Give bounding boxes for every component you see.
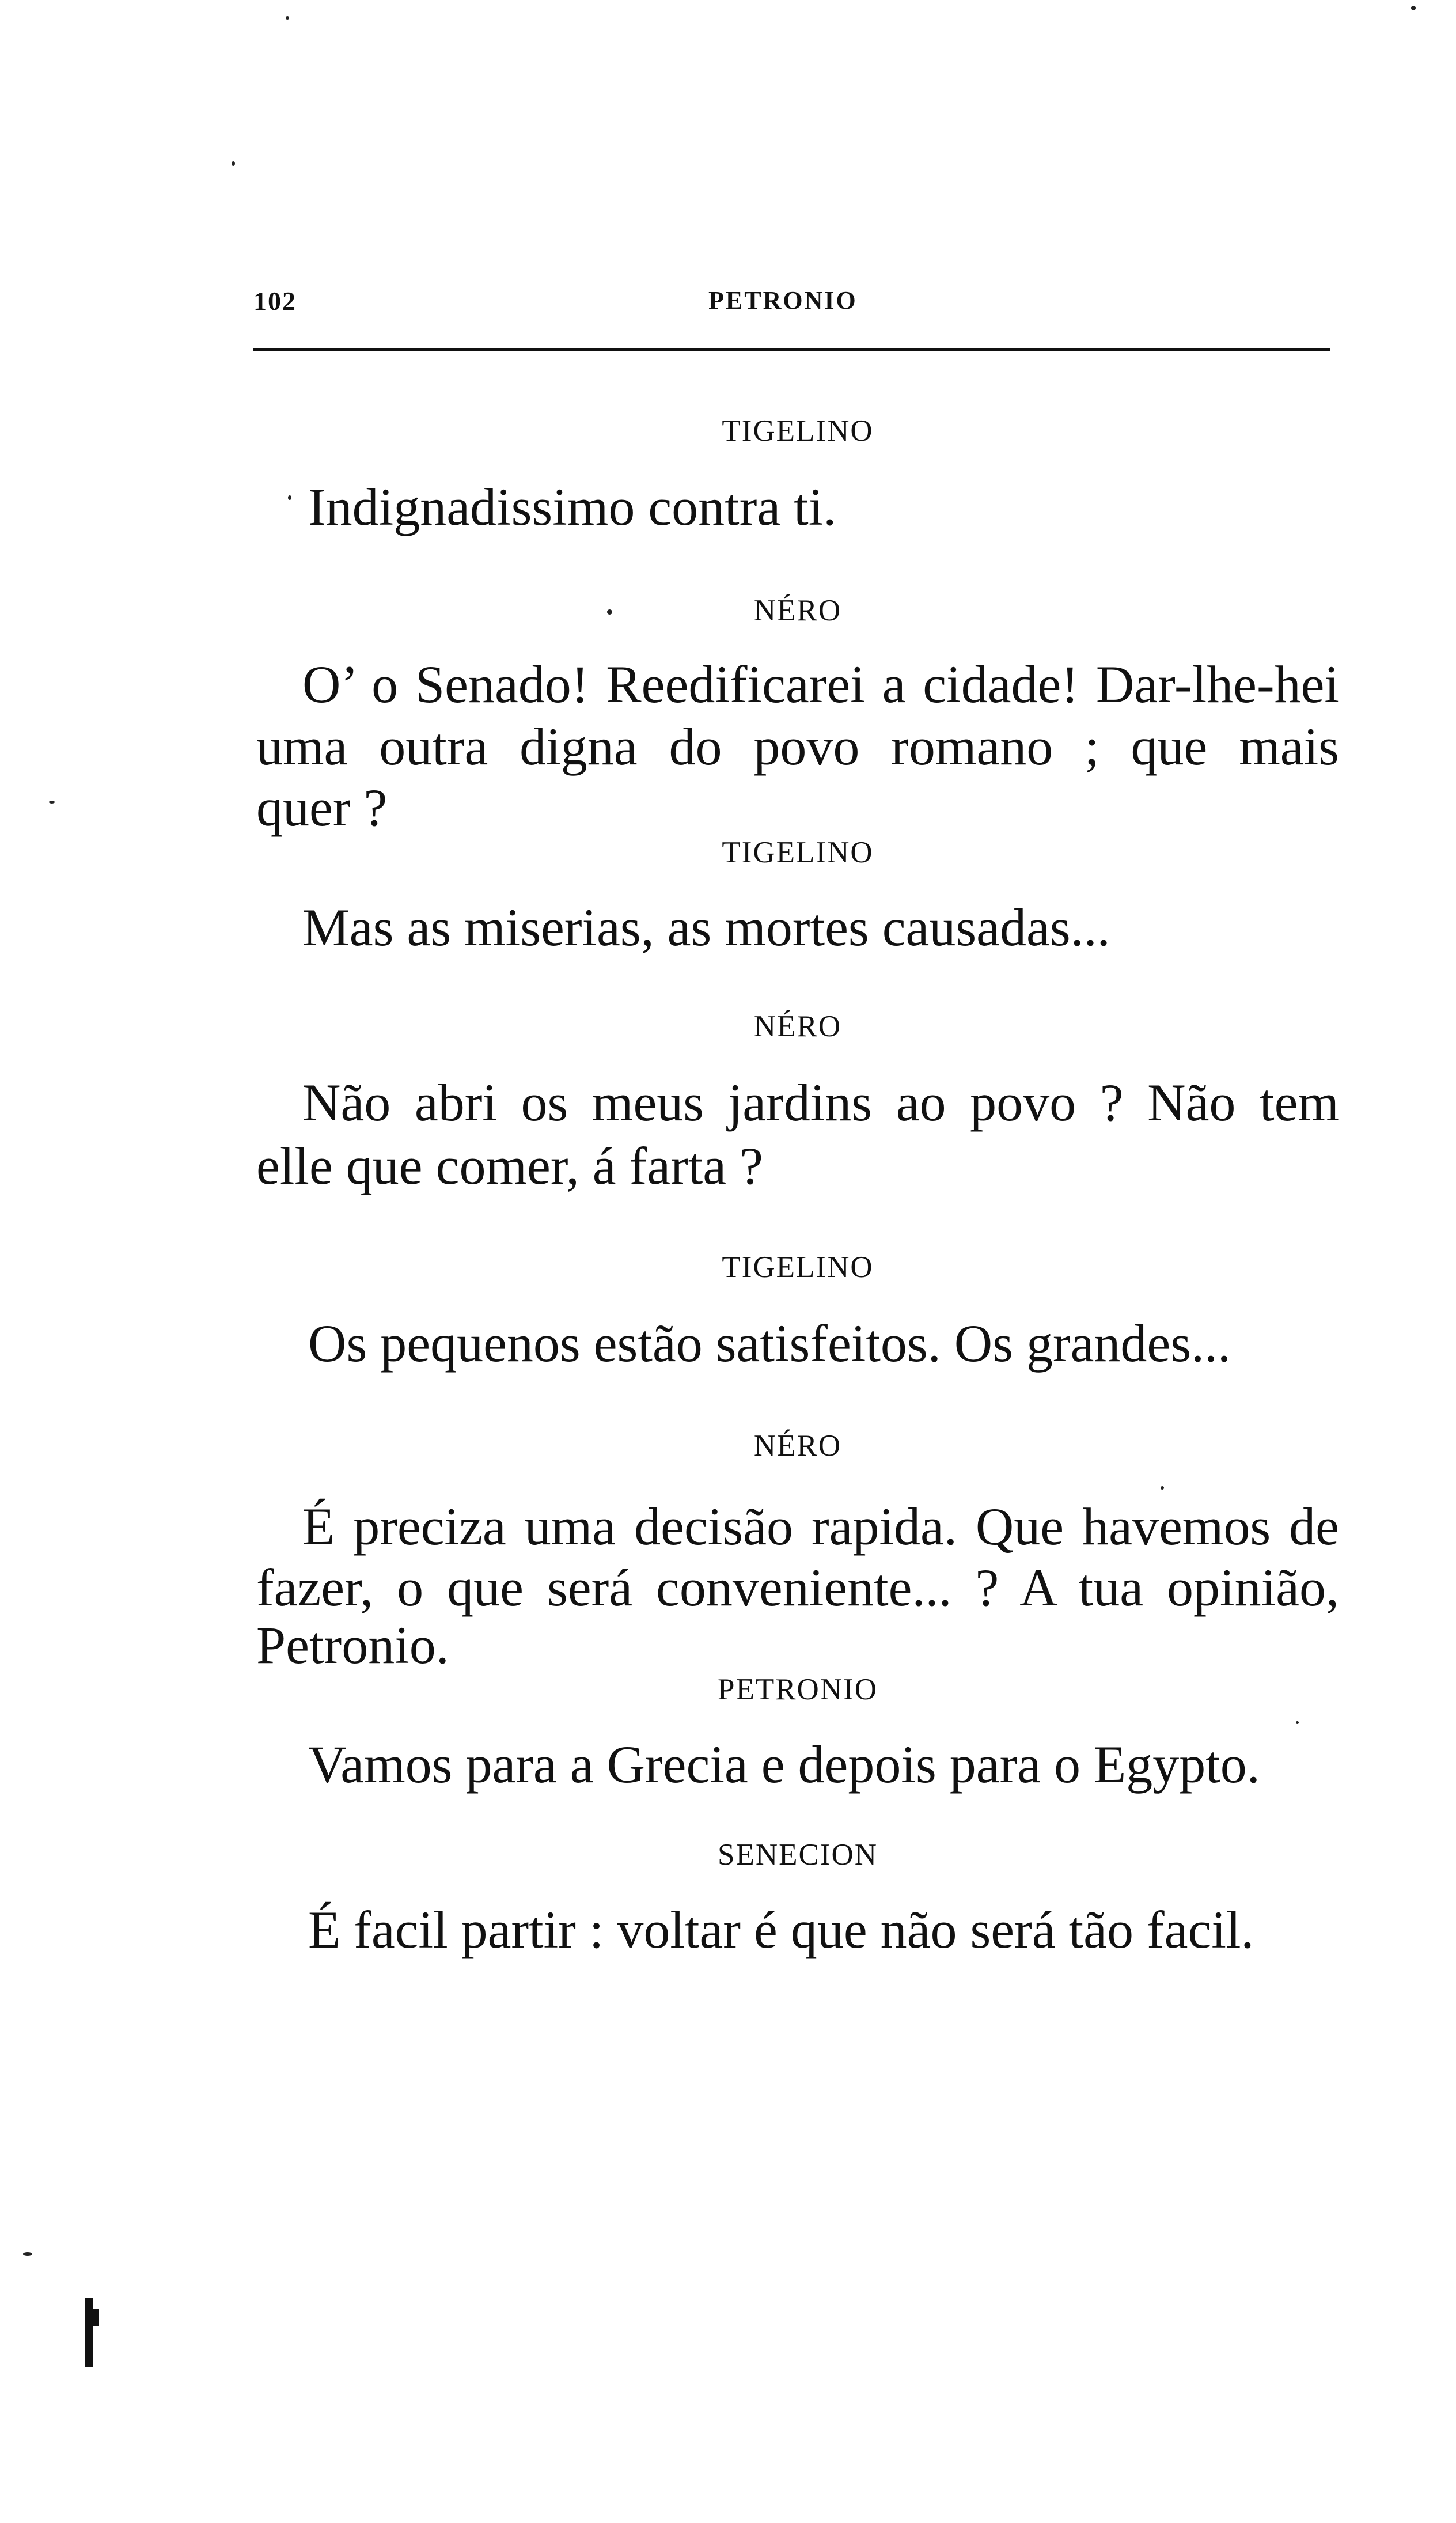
page-number: 102 — [253, 286, 297, 316]
dialogue-line: fazer, o que será conveniente... ? A tua opinião, — [256, 1558, 1339, 1617]
margin-mark — [85, 2298, 93, 2367]
speaker-name: TIGELINO — [722, 1251, 874, 1284]
speaker-name: TIGELINO — [722, 836, 874, 869]
scan-speck — [1411, 6, 1416, 10]
dialogue-line: Indignadissimo contra ti. — [308, 478, 837, 536]
scan-speck — [1296, 1721, 1299, 1724]
scan-speck — [286, 16, 289, 20]
dialogue-line: Petronio. — [256, 1616, 449, 1675]
scan-speck — [607, 609, 612, 615]
dialogue-line: É facil partir : voltar é que não será tão facil. — [308, 1900, 1254, 1959]
speaker-name: TIGELINO — [722, 414, 874, 448]
dialogue-line: É preciza uma decisão rapida. Que havemos de — [302, 1497, 1339, 1556]
dialogue-line: O’ o Senado! Reedificarei a cidade! Dar-lhe-hei — [302, 655, 1339, 714]
dialogue-line: Vamos para a Grecia e depois para o Egypto. — [308, 1735, 1260, 1794]
dialogue-line: uma outra digna do povo romano ; que mais — [256, 717, 1339, 776]
running-title: PETRONIO — [708, 286, 858, 315]
speaker-name: NÉRO — [753, 1010, 842, 1043]
speaker-name: NÉRO — [753, 594, 842, 627]
running-head — [253, 286, 1330, 320]
speaker-name: NÉRO — [753, 1429, 842, 1463]
dialogue-line: elle que comer, á farta ? — [256, 1137, 763, 1195]
dialogue-line: Mas as miserias, as mortes causadas... — [302, 898, 1110, 957]
scan-speck — [1161, 1486, 1164, 1490]
speaker-name: SENECION — [717, 1838, 878, 1872]
scan-speck — [232, 161, 235, 166]
dialogue-line: Os pequenos estão satisfeitos. Os grandes... — [308, 1314, 1231, 1373]
dialogue-line: quer ? — [256, 778, 388, 837]
scan-speck — [288, 495, 291, 500]
speaker-name: PETRONIO — [717, 1673, 878, 1706]
scan-speck — [49, 801, 55, 804]
scan-speck — [23, 2252, 32, 2256]
dialogue-line: Não abri os meus jardins ao povo ? Não tem — [302, 1073, 1339, 1132]
header-rule — [253, 348, 1330, 351]
